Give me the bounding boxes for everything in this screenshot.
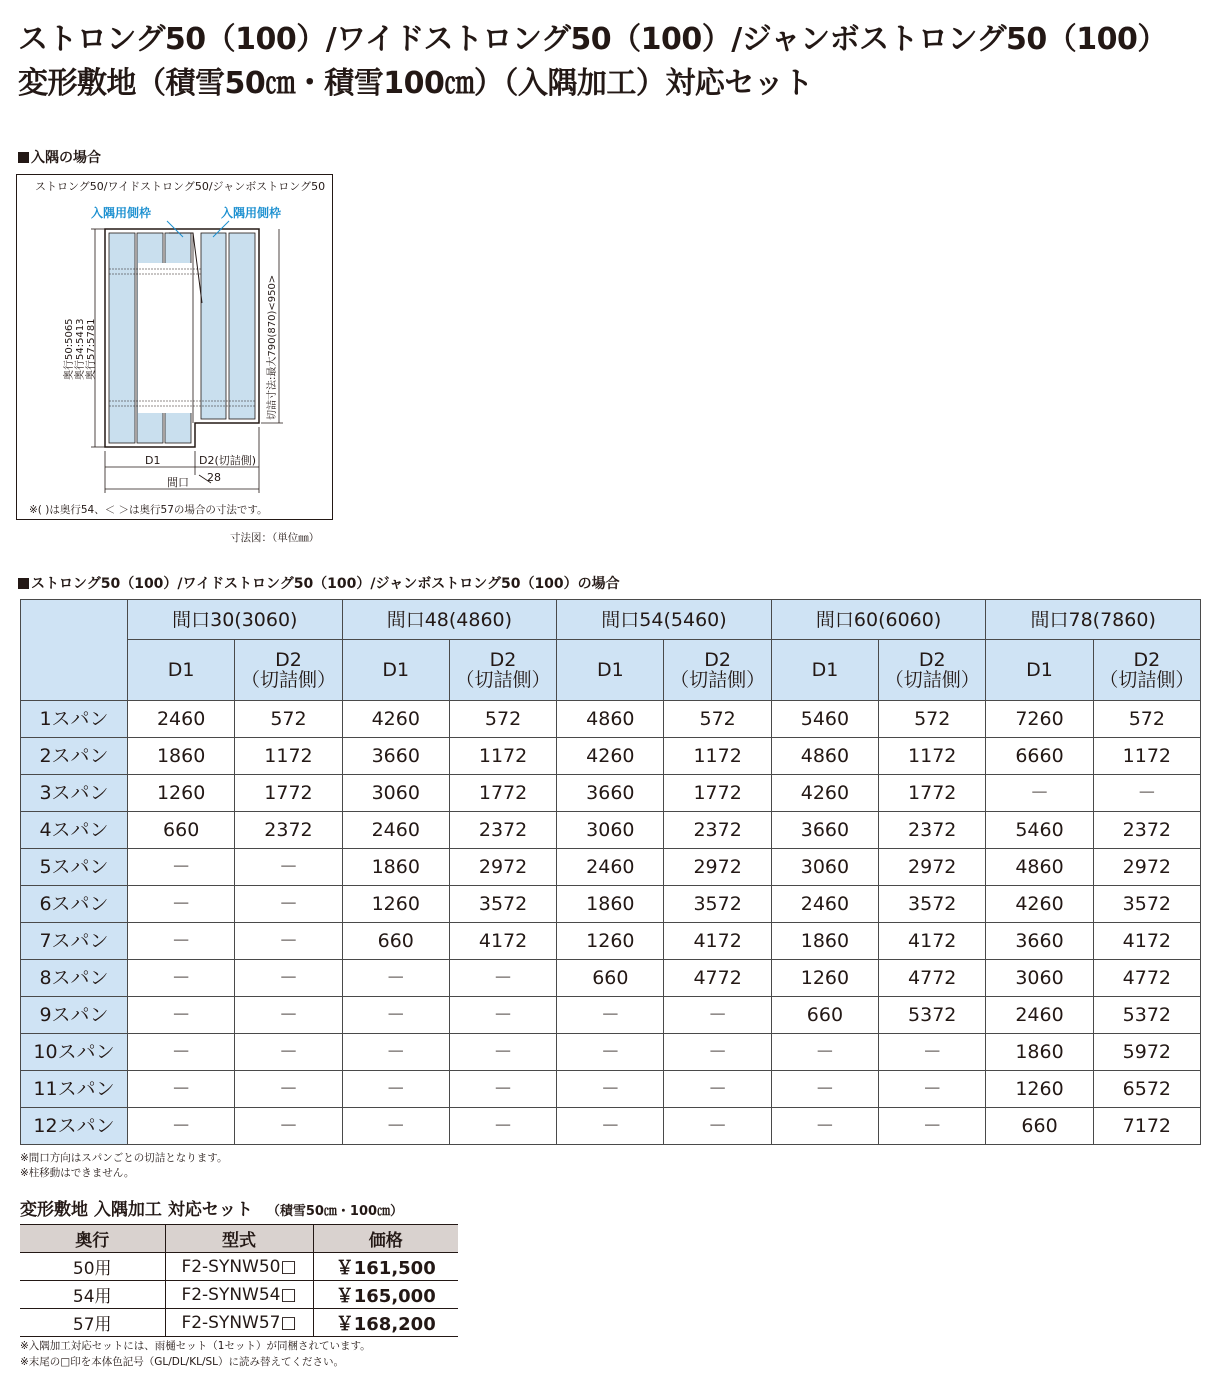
frontage-header: 間口48(4860) [342, 600, 557, 640]
d1-value-cell: 1860 [342, 849, 449, 886]
d1-value-cell: － [771, 1034, 878, 1071]
offset-28-label: 28 [207, 471, 221, 484]
depth-label-57: 奥行57:5781 [86, 318, 97, 380]
d2-value-cell: － [664, 1071, 771, 1108]
price-header-model: 型式 [165, 1225, 313, 1253]
d2-value-cell: 1772 [235, 775, 342, 812]
depth-label-50: 奥行50:5065 [64, 318, 75, 380]
price-row [20, 1281, 458, 1309]
d1-value-cell: － [128, 960, 235, 997]
d2-value-cell: 572 [879, 701, 986, 738]
d1-value-cell: 1860 [986, 1034, 1093, 1071]
d2-value-cell: 3572 [664, 886, 771, 923]
price-section-heading [20, 1195, 403, 1220]
d2-value-cell: 572 [235, 701, 342, 738]
d1-value-cell: 660 [342, 923, 449, 960]
diagram-box-label: ストロング50/ワイドストロング50/ジャンボストロング50 [35, 180, 326, 193]
d1-value-cell: 5460 [771, 701, 878, 738]
d2-value-cell: 5372 [879, 997, 986, 1034]
d1-value-cell: 660 [557, 960, 664, 997]
span-note: ※柱移動はできません。 [20, 1167, 135, 1179]
d2-header [235, 640, 342, 701]
dimension-caption: 寸法図：（単位㎜） [230, 532, 320, 544]
d2-header-line2: （切詰側） [455, 669, 551, 691]
d2-header-line2: （切詰側） [1099, 669, 1195, 691]
d2-value-cell: － [449, 1108, 556, 1145]
d2-header-line2: （切詰側） [670, 669, 766, 691]
d1-value-cell: － [342, 1034, 449, 1071]
span-row [21, 1071, 1201, 1108]
d1-value-cell: － [128, 849, 235, 886]
d1-value-cell: － [128, 1108, 235, 1145]
d2-value-cell: － [235, 923, 342, 960]
d2-value-cell: 1172 [664, 738, 771, 775]
span-row-label: 2スパン [21, 738, 128, 775]
d1-value-cell: 1260 [128, 775, 235, 812]
price-table [20, 1224, 458, 1337]
d2-value-cell: － [879, 1108, 986, 1145]
d1-value-cell: 3060 [557, 812, 664, 849]
d1-header: D1 [342, 640, 449, 701]
d2-value-cell: 4172 [449, 923, 556, 960]
span-notes [20, 1151, 227, 1181]
d1-value-cell: 4260 [557, 738, 664, 775]
model-cell: F2-SYNW50□ [165, 1253, 313, 1281]
d1-value-cell: － [986, 775, 1093, 812]
d1-value-cell: － [771, 1108, 878, 1145]
cut-length-label: 切詰寸法:最大790(870)<950> [267, 274, 278, 420]
d2-value-cell: 4172 [879, 923, 986, 960]
d2-value-cell: 1772 [449, 775, 556, 812]
depth-label-54: 奥行54:5413 [75, 318, 86, 380]
d2-value-cell: 4772 [1093, 960, 1200, 997]
d2-value-cell: 1172 [235, 738, 342, 775]
d2-value-cell: 7172 [1093, 1108, 1200, 1145]
span-row [21, 1108, 1201, 1145]
span-row-label: 3スパン [21, 775, 128, 812]
d1-value-cell: 6660 [986, 738, 1093, 775]
price-cell: ￥161,500 [313, 1253, 458, 1281]
d2-value-cell: 1172 [449, 738, 556, 775]
frontage-header: 間口54(5460) [557, 600, 772, 640]
callout-left-label: 入隅用側枠 [91, 206, 152, 220]
d2-value-cell: 2372 [1093, 812, 1200, 849]
d2-value-cell: － [1093, 775, 1200, 812]
d2-value-cell: 3572 [879, 886, 986, 923]
d1-value-cell: － [557, 997, 664, 1034]
span-row-label: 9スパン [21, 997, 128, 1034]
d1-value-cell: 4260 [771, 775, 878, 812]
span-row [21, 775, 1201, 812]
d2-header-line2: （切詰側） [240, 669, 336, 691]
square-bullet-icon [18, 578, 29, 589]
callout-right-label: 入隅用側枠 [221, 206, 282, 220]
d2-value-cell: 2372 [664, 812, 771, 849]
depth-cell: 54用 [20, 1281, 165, 1309]
d1-value-cell: 1260 [771, 960, 878, 997]
d1-value-cell: 2460 [771, 886, 878, 923]
span-row [21, 812, 1201, 849]
depth-cell: 50用 [20, 1253, 165, 1281]
diagram-drawing [17, 175, 334, 521]
d1-value-cell: － [128, 997, 235, 1034]
d1-value-cell: 1260 [342, 886, 449, 923]
span-row [21, 923, 1201, 960]
d2-value-cell: － [879, 1071, 986, 1108]
span-row-label: 6スパン [21, 886, 128, 923]
price-table-body [20, 1253, 458, 1337]
span-table-body [21, 701, 1201, 1145]
model-cell: F2-SYNW54□ [165, 1281, 313, 1309]
span-row-label: 7スパン [21, 923, 128, 960]
d2-value-cell: 2372 [235, 812, 342, 849]
span-row-label: 10スパン [21, 1034, 128, 1071]
diagram-section-heading [18, 147, 101, 167]
d1-value-cell: 3660 [557, 775, 664, 812]
frontage-header: 間口30(3060) [128, 600, 343, 640]
d2-header-line1: D2 [918, 649, 946, 671]
d2-header-line1: D2 [704, 649, 731, 671]
span-row-label: 4スパン [21, 812, 128, 849]
d1-value-cell: 660 [986, 1108, 1093, 1145]
d1-label: D1 [145, 454, 161, 467]
d-subheader-row [21, 640, 1201, 701]
span-heading-text: ストロング50（100）/ワイドストロング50（100）/ジャンボストロング50（100）の場合 [31, 576, 620, 592]
corner-header-cell [21, 600, 128, 701]
d2-header [664, 640, 771, 701]
span-row [21, 997, 1201, 1034]
d1-value-cell: 4260 [986, 886, 1093, 923]
span-section-heading [18, 573, 620, 593]
frontage-header: 間口78(7860) [986, 600, 1201, 640]
d1-value-cell: 1260 [986, 1071, 1093, 1108]
d2-value-cell: － [235, 1108, 342, 1145]
d2-value-cell: 572 [449, 701, 556, 738]
d2-value-cell: 4172 [1093, 923, 1200, 960]
d2-value-cell: － [664, 997, 771, 1034]
d2-label: D2(切詰側) [199, 454, 257, 467]
d1-value-cell: 3060 [771, 849, 878, 886]
span-note: ※間口方向はスパンごとの切詰となります。 [20, 1152, 228, 1164]
d2-value-cell: 2972 [1093, 849, 1200, 886]
span-row-label: 1スパン [21, 701, 128, 738]
d2-value-cell: 572 [1093, 701, 1200, 738]
square-bullet-icon [18, 152, 29, 163]
d1-value-cell: 3660 [771, 812, 878, 849]
d2-value-cell: 1172 [1093, 738, 1200, 775]
d1-value-cell: － [128, 1071, 235, 1108]
d1-header: D1 [986, 640, 1093, 701]
d1-value-cell: 7260 [986, 701, 1093, 738]
d2-value-cell: － [664, 1034, 771, 1071]
d2-header-line1: D2 [275, 649, 302, 671]
d2-header-line1: D2 [1133, 649, 1161, 671]
frontage-header: 間口60(6060) [771, 600, 986, 640]
span-row [21, 960, 1201, 997]
price-subheading: （積雪50㎝・100㎝） [266, 1204, 404, 1219]
d1-value-cell: 3060 [986, 960, 1093, 997]
d1-value-cell: 2460 [986, 997, 1093, 1034]
d2-value-cell: 4172 [664, 923, 771, 960]
d2-value-cell: 2372 [879, 812, 986, 849]
price-cell: ￥165,000 [313, 1281, 458, 1309]
d1-value-cell: 3060 [342, 775, 449, 812]
d2-value-cell: 1172 [879, 738, 986, 775]
span-row-label: 11スパン [21, 1071, 128, 1108]
d2-value-cell: 2972 [449, 849, 556, 886]
carport-plan [105, 229, 259, 447]
d2-value-cell: － [235, 886, 342, 923]
d2-value-cell: 5972 [1093, 1034, 1200, 1071]
d1-value-cell: 4860 [771, 738, 878, 775]
price-note: ※末尾の□印を本体色記号（GL/DL/KL/SL）に読み替えてください。 [20, 1356, 345, 1368]
price-header-row [20, 1225, 458, 1253]
d1-value-cell: 2460 [128, 701, 235, 738]
d1-value-cell: 4260 [342, 701, 449, 738]
span-row [21, 738, 1201, 775]
d1-value-cell: 2460 [342, 812, 449, 849]
d1-value-cell: － [557, 1034, 664, 1071]
d2-value-cell: 3572 [1093, 886, 1200, 923]
d1-value-cell: 4860 [557, 701, 664, 738]
d2-value-cell: － [235, 849, 342, 886]
frontage-header-row [21, 600, 1201, 640]
page-title-line1: ストロング50（100）/ワイドストロング50（100）/ジャンボストロング50（100） [18, 22, 1167, 57]
d2-header [449, 640, 556, 701]
price-header-price: 価格 [313, 1225, 458, 1253]
d2-header [879, 640, 986, 701]
price-header-depth: 奥行 [20, 1225, 165, 1253]
d1-value-cell: － [342, 1108, 449, 1145]
d1-header: D1 [128, 640, 235, 701]
d2-header [1093, 640, 1200, 701]
span-row [21, 849, 1201, 886]
d2-value-cell: － [449, 960, 556, 997]
model-cell: F2-SYNW57□ [165, 1309, 313, 1337]
d1-value-cell: － [128, 923, 235, 960]
diagram-heading-text: 入隅の場合 [31, 150, 101, 166]
d1-value-cell: 2460 [557, 849, 664, 886]
d1-header: D1 [557, 640, 664, 701]
d2-value-cell: － [449, 997, 556, 1034]
d2-value-cell: － [235, 1034, 342, 1071]
d2-value-cell: － [235, 960, 342, 997]
span-row-label: 12スパン [21, 1108, 128, 1145]
price-row [20, 1253, 458, 1281]
d2-value-cell: 4772 [664, 960, 771, 997]
span-row [21, 701, 1201, 738]
d2-value-cell: 2372 [449, 812, 556, 849]
d1-value-cell: 1860 [557, 886, 664, 923]
d1-value-cell: － [128, 1034, 235, 1071]
d2-value-cell: － [235, 997, 342, 1034]
price-heading-text: 変形敷地 入隅加工 対応セット [20, 1200, 253, 1220]
d2-value-cell: － [879, 1034, 986, 1071]
page-title-line2: 変形敷地（積雪50㎝・積雪100㎝）（入隅加工）対応セット [18, 66, 813, 101]
d1-value-cell: 1860 [771, 923, 878, 960]
span-dimension-table [20, 599, 1201, 1145]
d1-value-cell: 1860 [128, 738, 235, 775]
price-row [20, 1309, 458, 1337]
d2-value-cell: － [235, 1071, 342, 1108]
d1-value-cell: 5460 [986, 812, 1093, 849]
d2-value-cell: 6572 [1093, 1071, 1200, 1108]
dimension-diagram [16, 174, 333, 520]
diagram-note: ※( )は奥行54、＜ ＞は奥行57の場合の寸法です。 [29, 504, 268, 516]
d1-value-cell: 3660 [986, 923, 1093, 960]
d1-header: D1 [771, 640, 878, 701]
d2-value-cell: 5372 [1093, 997, 1200, 1034]
d2-value-cell: － [449, 1034, 556, 1071]
d1-value-cell: 1260 [557, 923, 664, 960]
d2-value-cell: 572 [664, 701, 771, 738]
span-row [21, 886, 1201, 923]
span-row-label: 5スパン [21, 849, 128, 886]
d1-value-cell: － [557, 1108, 664, 1145]
d1-value-cell: － [342, 997, 449, 1034]
depth-cell: 57用 [20, 1309, 165, 1337]
d1-value-cell: － [771, 1071, 878, 1108]
d1-value-cell: 4860 [986, 849, 1093, 886]
d2-header-line2: （切詰側） [884, 669, 980, 691]
d1-value-cell: 3660 [342, 738, 449, 775]
d1-value-cell: － [128, 886, 235, 923]
d2-value-cell: 1772 [879, 775, 986, 812]
price-note: ※入隅加工対応セットには、雨樋セット（1セット）が同梱されています。 [20, 1340, 371, 1352]
d1-value-cell: － [342, 1071, 449, 1108]
frontage-label: 間口 [167, 476, 189, 489]
d2-value-cell: － [449, 1071, 556, 1108]
d1-value-cell: 660 [128, 812, 235, 849]
d1-value-cell: － [557, 1071, 664, 1108]
d2-value-cell: 4772 [879, 960, 986, 997]
d2-header-line1: D2 [489, 649, 517, 671]
d2-value-cell: 1772 [664, 775, 771, 812]
d2-value-cell: 2972 [664, 849, 771, 886]
d2-value-cell: 2972 [879, 849, 986, 886]
d1-value-cell: 660 [771, 997, 878, 1034]
price-cell: ￥168,200 [313, 1309, 458, 1337]
price-notes [20, 1338, 371, 1370]
span-row-label: 8スパン [21, 960, 128, 997]
d1-value-cell: － [342, 960, 449, 997]
d2-value-cell: － [664, 1108, 771, 1145]
span-row [21, 1034, 1201, 1071]
d2-value-cell: 3572 [449, 886, 556, 923]
